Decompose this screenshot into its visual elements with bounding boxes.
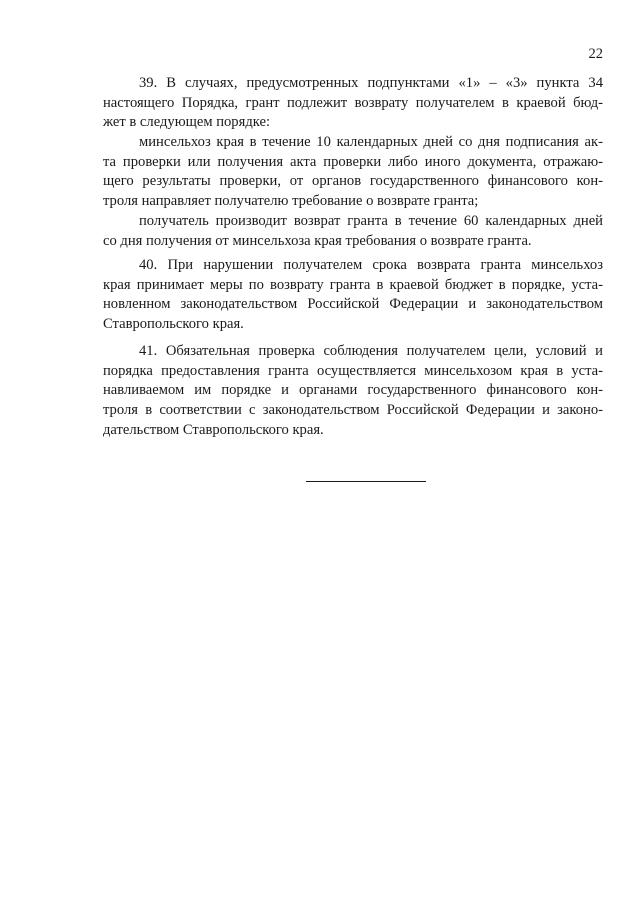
page-number: 22 — [588, 46, 603, 62]
clause-41-line: дательством Ставропольского края. — [103, 421, 324, 438]
clause-41-line: порядка предоставления гранта осуществляется минсельхозом края в уста- — [103, 362, 603, 379]
clause-39-line: получатель производит возврат гранта в течение 60 календарных дней — [139, 212, 603, 229]
clause-39-line: троля направляет получателю требование о возврате гранта; — [103, 193, 479, 210]
clause-39-line: настоящего Порядка, грант подлежит возврату получателем в краевой бюд- — [103, 94, 603, 111]
clause-39-line: 39. В случаях, предусмотренных подпунктами «1» – «3» пункта 34 — [139, 75, 603, 91]
clause-39-line: та проверки или получения акта проверки либо иного документа, отражаю- — [103, 153, 603, 170]
clause-39-line: со дня получения от минсельхоза края требования о возврате гранта. — [103, 232, 532, 249]
clause-40-line: 40. При нарушении получателем срока возврата гранта минсельхоз — [139, 257, 603, 273]
clause-40-line: Ставропольского края. — [103, 316, 244, 333]
clause-41-line: троля в соответствии с законодательством Российской Федерации и законо- — [103, 402, 603, 419]
clause-39 — [103, 74, 603, 251]
clause-41 — [103, 342, 603, 440]
clause-41-line: навливаемом им порядке и органами государственного финансового кон- — [103, 382, 603, 399]
end-of-document-rule — [306, 481, 426, 482]
clause-40 — [103, 256, 603, 335]
clause-40-line: края принимает меры по возврату гранта в краевой бюджет в порядке, уста- — [103, 276, 603, 293]
clause-39-line: минсельхоз края в течение 10 календарных дней со дня подписания ак- — [139, 134, 603, 151]
clause-39-line: щего результаты проверки, от органов государственного финансового кон- — [103, 173, 603, 190]
clause-40-line: новленном законодательством Российской Федерации и законодательством — [103, 296, 603, 313]
clause-41-line: 41. Обязательная проверка соблюдения получателем цели, условий и — [139, 343, 603, 359]
clause-39-line: жет в следующем порядке: — [103, 114, 271, 131]
